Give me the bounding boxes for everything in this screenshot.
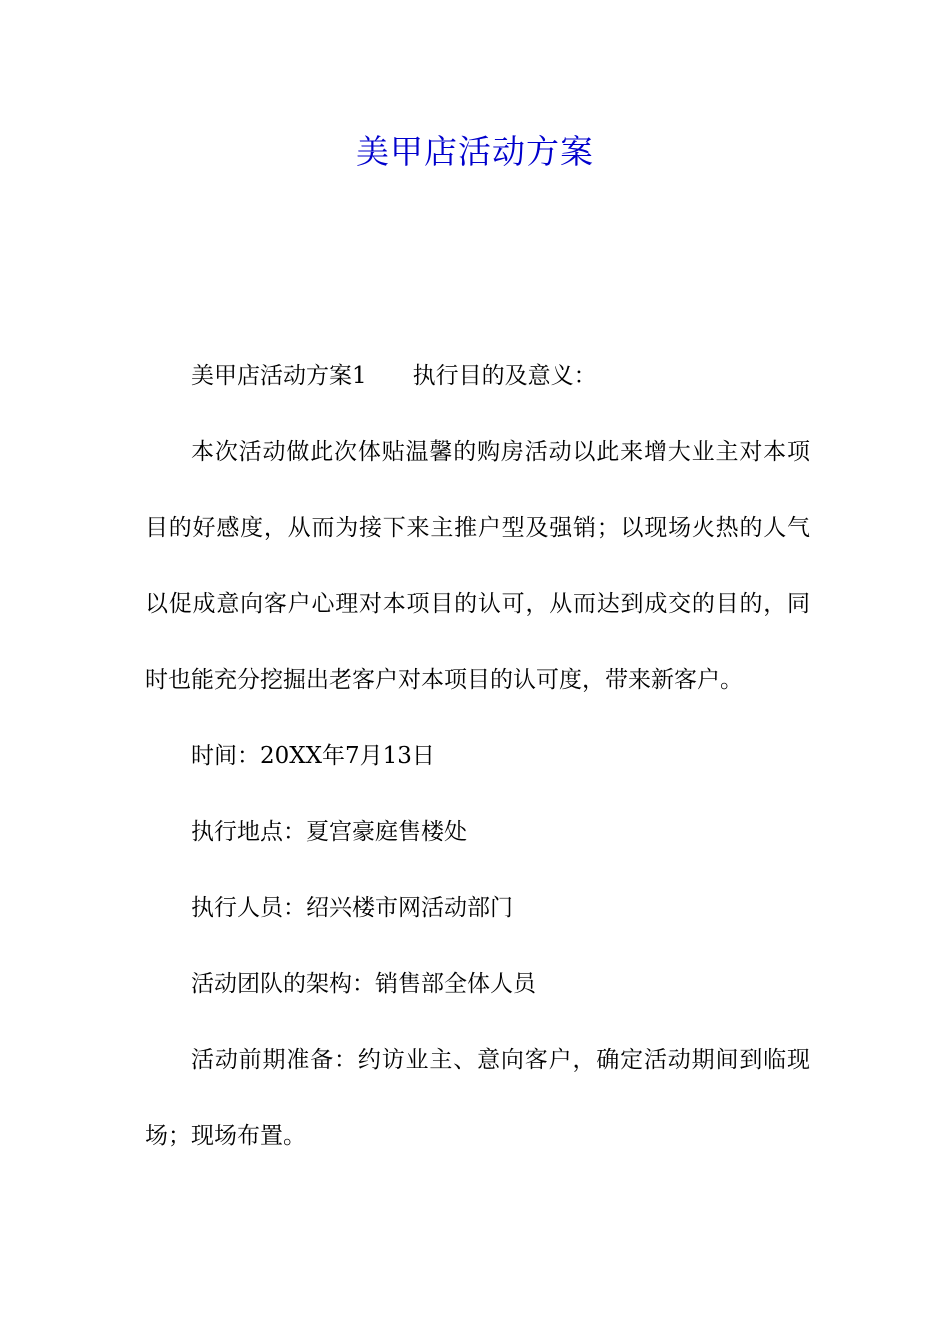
paragraph-section-heading bbox=[145, 338, 810, 414]
paragraph-time: 时间：20XX年7月13日 bbox=[191, 743, 435, 769]
paragraph-preparation: 活动前期准备：约访业主、意向客户，确定活动期间到临现场；现场布置。 bbox=[145, 1047, 810, 1149]
document-body bbox=[145, 338, 810, 1174]
paragraph-location: 执行地点：夏宫豪庭售楼处 bbox=[191, 819, 467, 845]
document-title: 美甲店活动方案 bbox=[356, 132, 594, 171]
paragraph-purpose: 本次活动做此次体贴温馨的购房活动以此来增大业主对本项目的好感度，从而为接下来主推户型及强销；以现场火热的人气以促成意向客户心理对本项目的认可，从而达到成交的目的，同时也能充分挖掘出老客户对本项目的认可度，带来新客户。 bbox=[145, 439, 810, 693]
paragraph-team: 活动团队的架构：销售部全体人员 bbox=[191, 971, 536, 997]
section-heading-text: 执行目的及意义： bbox=[412, 363, 597, 389]
paragraph-staff: 执行人员：绍兴楼市网活动部门 bbox=[191, 895, 513, 921]
section-label: 美甲店活动方案1 bbox=[191, 363, 367, 389]
